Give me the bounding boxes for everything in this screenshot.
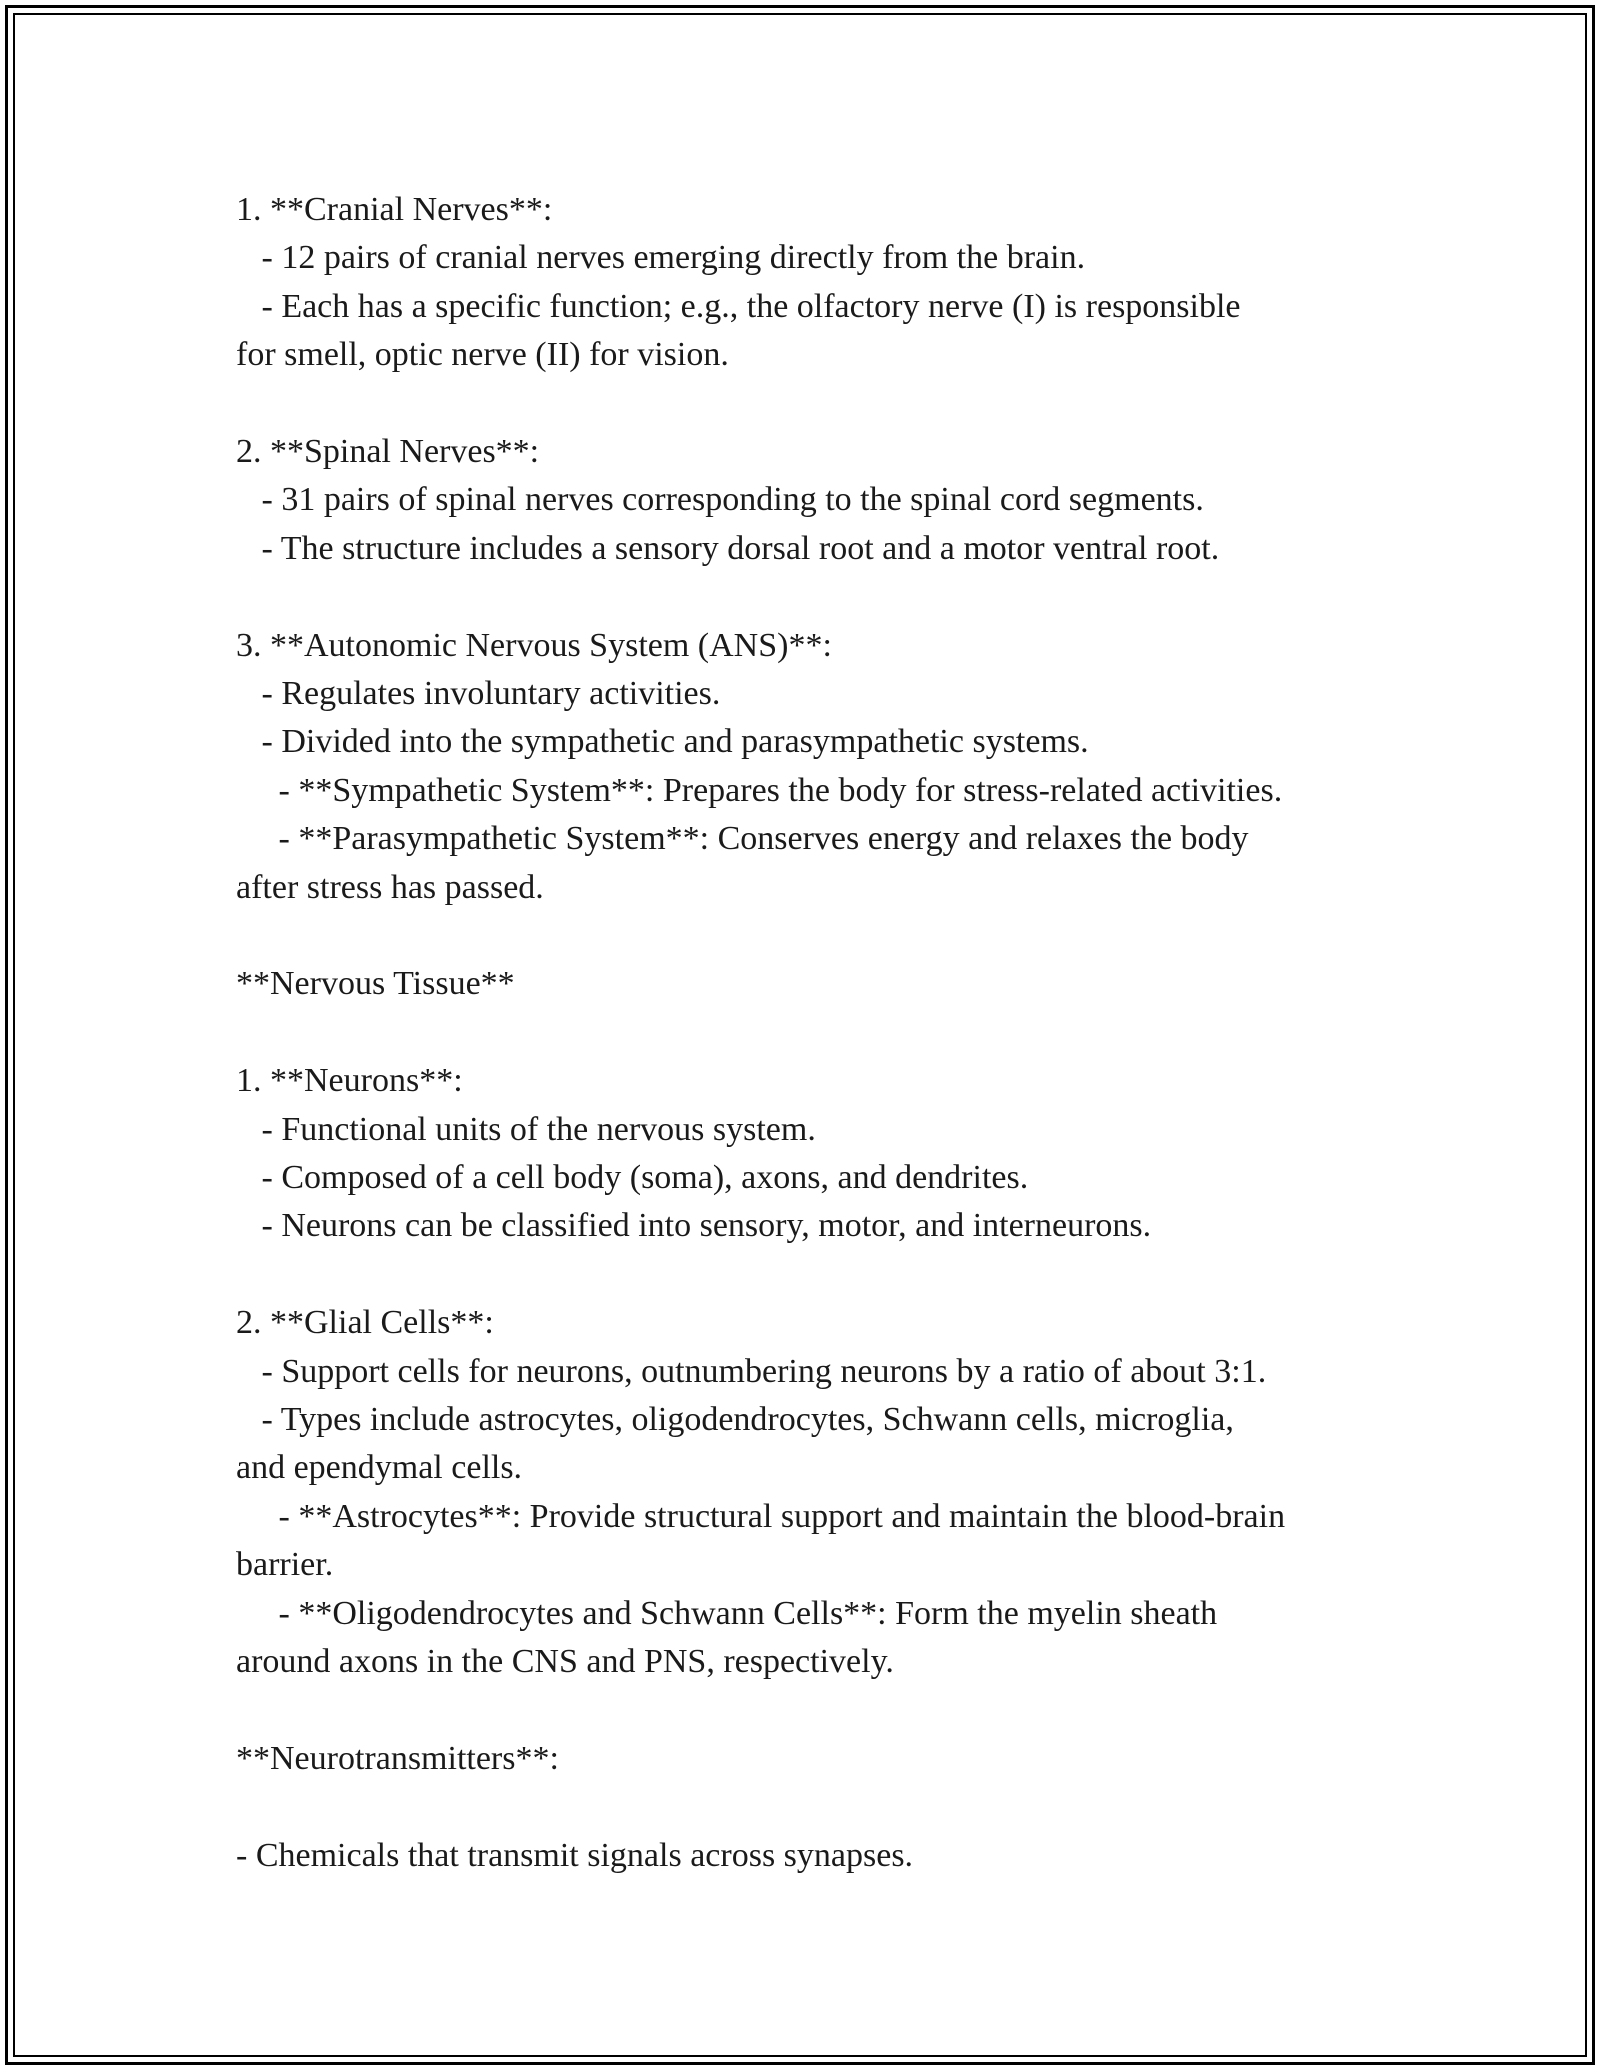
text-line: - 31 pairs of spinal nerves corresponding to the spinal cord segments. <box>236 481 1204 519</box>
text-line: 1. **Cranial Nerves**: <box>236 191 553 228</box>
text-line: - Chemicals that transmit signals across synapses. <box>236 1836 914 1874</box>
text-line: **Nervous Tissue** <box>236 965 515 1003</box>
text-line: - **Parasympathetic System**: Conserves energy and relaxes the body <box>236 820 1249 858</box>
text-line: and ependymal cells. <box>236 1449 523 1487</box>
text-line: - Regulates involuntary activities. <box>236 675 721 713</box>
text-line: - Functional units of the nervous system. <box>236 1110 816 1148</box>
text-line: after stress has passed. <box>236 868 544 906</box>
text-line: - Each has a specific function; e.g., the olfactory nerve (I) is responsible <box>236 287 1241 325</box>
text-line: - The structure includes a sensory dorsal root and a motor ventral root. <box>236 529 1220 567</box>
blank-line <box>236 1783 1396 1831</box>
text-line: around axons in the CNS and PNS, respectively. <box>236 1643 894 1681</box>
text-line: - Neurons can be classified into sensory, motor, and interneurons. <box>236 1207 1152 1245</box>
text-line: for smell, optic nerve (II) for vision. <box>236 336 729 374</box>
text-line: - Support cells for neurons, outnumbering neurons by a ratio of about 3:1. <box>236 1352 1267 1390</box>
text-line: - **Astrocytes**: Provide structural support and maintain the blood-brain <box>236 1497 1286 1535</box>
text-line: - **Oligodendrocytes and Schwann Cells**: Form the myelin sheath <box>236 1594 1218 1632</box>
blank-line <box>236 573 1396 621</box>
document-body <box>236 186 1396 1880</box>
blank-line <box>236 1687 1396 1735</box>
blank-line <box>236 1009 1396 1057</box>
blank-line <box>236 1251 1396 1299</box>
blank-line <box>236 380 1396 428</box>
blank-line <box>236 912 1396 960</box>
text-line: - **Sympathetic System**: Prepares the body for stress-related activities. <box>236 771 1283 809</box>
text-line: **Neurotransmitters**: <box>236 1739 559 1777</box>
text-line: - Types include astrocytes, oligodendrocytes, Schwann cells, microglia, <box>236 1401 1234 1439</box>
text-line: - 12 pairs of cranial nerves emerging directly from the brain. <box>236 239 1086 277</box>
text-line: - Composed of a cell body (soma), axons, and dendrites. <box>236 1159 1029 1197</box>
text-line: - Divided into the sympathetic and parasympathetic systems. <box>236 723 1089 761</box>
text-line: 1. **Neurons**: <box>236 1062 463 1100</box>
text-line: 2. **Glial Cells**: <box>236 1304 494 1342</box>
text-line: barrier. <box>236 1546 334 1584</box>
text-line: 2. **Spinal Nerves**: <box>236 433 540 471</box>
text-line: 3. **Autonomic Nervous System (ANS)**: <box>236 626 832 664</box>
